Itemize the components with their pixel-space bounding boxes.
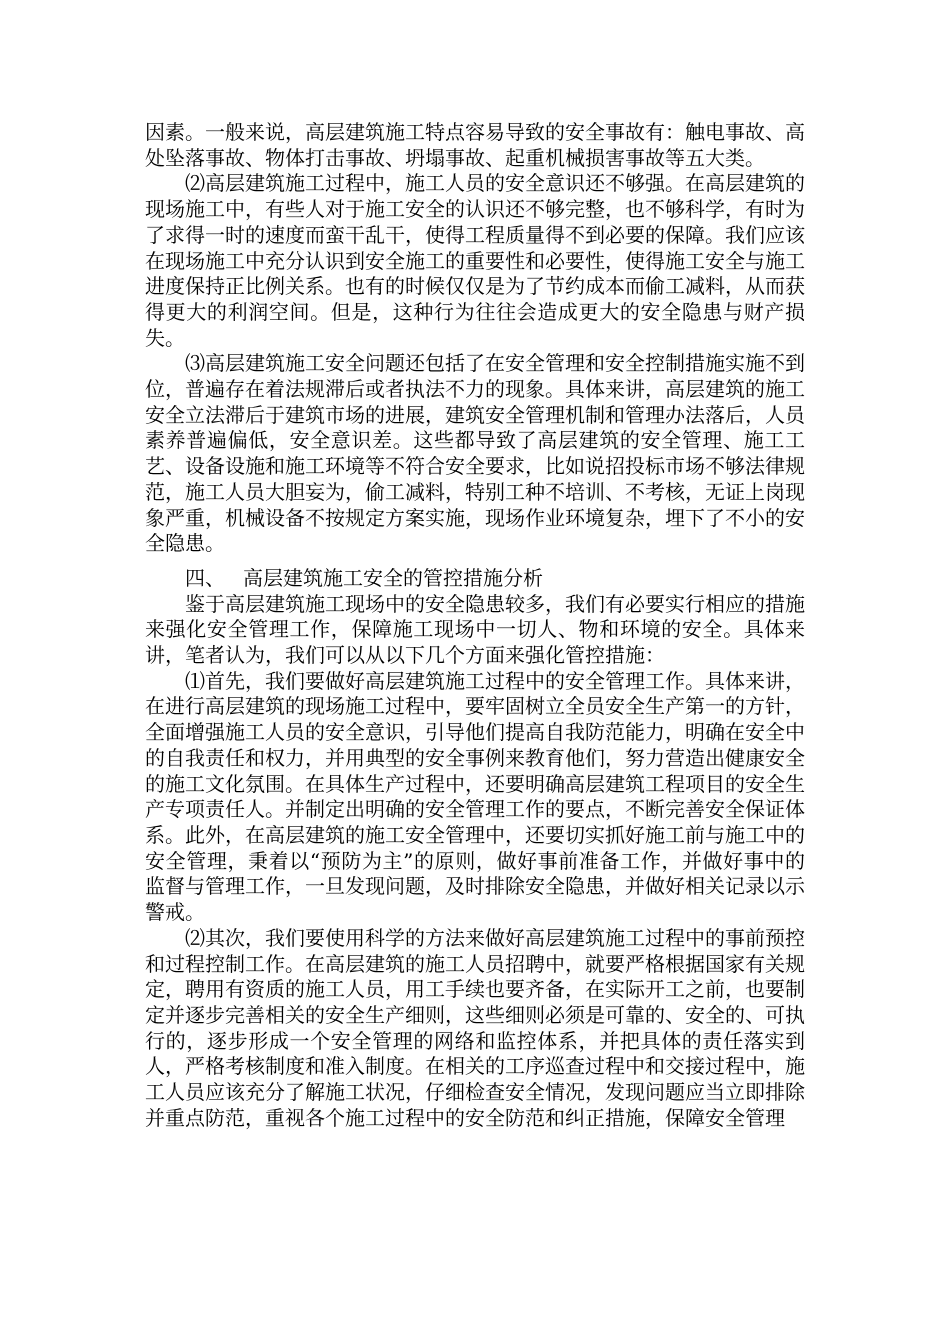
section-number: 四、 [185,565,225,590]
paragraph-item-3-management: ⑶高层建筑施工安全问题还包括了在安全管理和安全控制措施实施不到位，普遍存在着法规滞后或者执法不力的现象。具体来讲，高层建筑的施工安全立法滞后于建筑市场的进展，建筑安全管理机制和管理办法落后，人员素养普遍偏低，安全意识差。这些都导致了高层建筑的安全管理、施工工艺、设备设施和施工环境等不符合安全要求，比如说招投标市场不够法律规范，施工人员大胆妄为，偷工减料，特别工种不培训、不考核，无证上岗现象严重，机械设备不按规定方案实施，现场作业环境复杂，埋下了不小的安全隐患。 [145,351,805,556]
document-page [145,120,805,1131]
section-title: 高层建筑施工安全的管控措施分析 [243,565,543,590]
paragraph-measure-1: ⑴首先，我们要做好高层建筑施工过程中的安全管理工作。具体来讲，在进行高层建筑的现场施工过程中，要牢固树立全员安全生产第一的方针，全面增强施工人员的安全意识，引导他们提高自我防范能力，明确在安全中的自我责任和权力，并用典型的安全事例来教育他们，努力营造出健康安全的施工文化氛围。在具体生产过程中，还要明确高层建筑工程项目的安全生产专项责任人。并制定出明确的安全管理工作的要点，不断完善安全保证体系。此外，在高层建筑的施工安全管理中，还要切实抓好施工前与施工中的安全管理，秉着以“预防为主”的原则，做好事前准备工作，并做好事中的监督与管理工作，一旦发现问题，及时排除安全隐患，并做好相关记录以示警戒。 [145,668,805,925]
section-heading [145,566,805,592]
paragraph-continuation: 因素。一般来说，高层建筑施工特点容易导致的安全事故有：触电事故、高处坠落事故、物体打击事故、坍塌事故、起重机械损害事故等五大类。 [145,120,805,170]
paragraph-item-2-awareness: ⑵高层建筑施工过程中，施工人员的安全意识还不够强。在高层建筑的现场施工中，有些人对于施工安全的认识还不够完整，也不够科学，有时为了求得一时的速度而蛮干乱干，使得工程质量得不到必要的保障。我们应该在现场施工中充分认识到安全施工的重要性和必要性，使得施工安全与施工进度保持正比例关系。也有的时候仅仅是为了节约成本而偷工减料，从而获得更大的利润空间。但是，这种行为往往会造成更大的安全隐患与财产损失。 [145,171,805,350]
paragraph-intro: 鉴于高层建筑施工现场中的安全隐患较多，我们有必要实行相应的措施来强化安全管理工作，保障施工现场中一切人、物和环境的安全。具体来讲，笔者认为，我们可以从以下几个方面来强化管控措施： [145,591,805,668]
paragraph-measure-2: ⑵其次，我们要使用科学的方法来做好高层建筑施工过程中的事前预控和过程控制工作。在高层建筑的施工人员招聘中，就要严格根据国家有关规定，聘用有资质的施工人员，用工手续也要齐备，在实际开工之前，也要制定并逐步完善相关的安全生产细则，这些细则必须是可靠的、安全的、可执行的，逐步形成一个安全管理的网络和监控体系，并把具体的责任落实到人，严格考核制度和准入制度。在相关的工序巡查过程中和交接过程中，施工人员应该充分了解施工状况，仔细检查安全情况，发现问题应当立即排除并重点防范，重视各个施工过程中的安全防范和纠正措施，保障安全管理 [145,925,805,1130]
